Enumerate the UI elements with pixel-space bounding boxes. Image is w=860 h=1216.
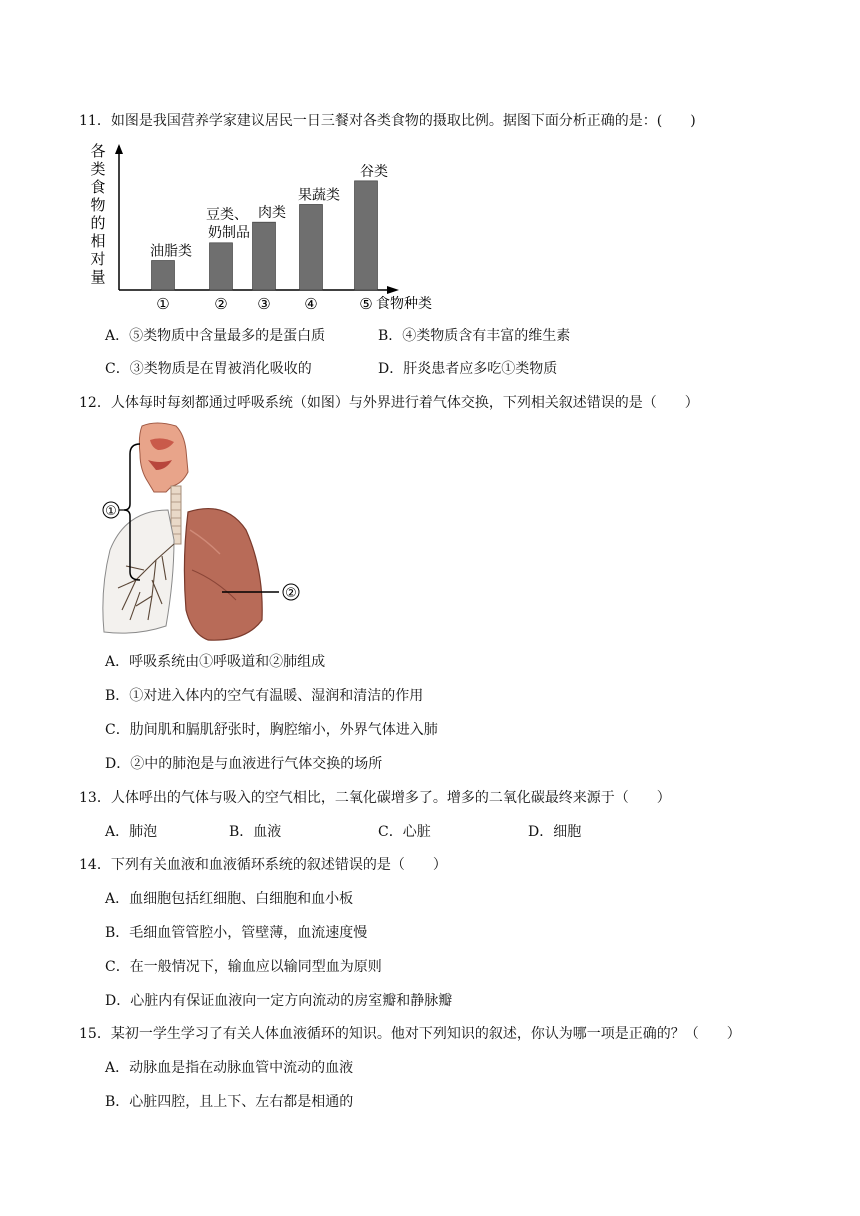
bar-name-2-line2: 奶制品 xyxy=(208,224,250,241)
question-12-option-b: B．①对进入体内的空气有温暖、湿润和清洁的作用 xyxy=(105,688,424,704)
y-axis-label-char: 各 xyxy=(90,142,106,160)
left-lung-outline xyxy=(103,510,174,633)
y-axis-label-char: 量 xyxy=(90,268,106,286)
question-11-option-c: C．③类物质是在胃被消化吸收的 xyxy=(105,361,312,377)
tick-label-3: ③ xyxy=(257,295,271,313)
question-15-stem: 15．某初一学生学习了有关人体血液循环的知识。他对下列知识的叙述，你认为哪一项是正确的？（ ） xyxy=(79,1026,741,1042)
x-axis-arrow xyxy=(387,286,399,294)
bar-name-2-line1: 豆类、 xyxy=(206,206,248,223)
bar-3 xyxy=(253,222,276,290)
y-axis-arrow xyxy=(115,144,123,154)
question-11-option-a: A．⑤类物质中含量最多的是蛋白质 xyxy=(105,328,326,344)
label-lung: ② xyxy=(285,586,297,601)
question-12-stem: 12．人体每时每刻都通过呼吸系统（如图）与外界进行着气体交换，下列相关叙述错误的是（ ） xyxy=(79,395,699,411)
question-14-stem: 14．下列有关血液和血液循环系统的叙述错误的是（ ） xyxy=(79,857,447,873)
question-13-option-b: B．血液 xyxy=(229,824,282,840)
question-13-option-a: A．肺泡 xyxy=(105,824,158,840)
bar-1 xyxy=(152,261,175,291)
question-14-option-d: D．心脏内有保证血液向一定方向流动的房室瓣和静脉瓣 xyxy=(105,993,453,1009)
bar-4 xyxy=(300,204,323,290)
question-14-option-a: A．血细胞包括红细胞、白细胞和血小板 xyxy=(105,891,354,907)
y-axis-label-char: 对 xyxy=(90,250,106,268)
head-nasal-cavity xyxy=(139,423,188,492)
question-11-stem: 11．如图是我国营养学家建议居民一日三餐对各类食物的摄取比例。据图下面分析正确的是：( ) xyxy=(79,113,696,129)
label-airway: ① xyxy=(105,504,117,519)
tick-label-2: ② xyxy=(214,295,228,313)
question-13-stem: 13．人体呼出的气体与吸入的空气相比，二氧化碳增多了。增多的二氧化碳最终来源于（ ） xyxy=(79,790,671,806)
food-intake-bar-chart xyxy=(85,140,455,320)
bar-name-3: 肉类 xyxy=(258,205,286,222)
question-15-option-a: A．动脉血是指在动脉血管中流动的血液 xyxy=(105,1060,354,1076)
y-axis-label-char: 的 xyxy=(90,214,106,232)
bar-name-5: 谷类 xyxy=(360,163,388,180)
question-12-option-d: D．②中的肺泡是与血液进行气体交换的场所 xyxy=(105,756,383,772)
bar-2 xyxy=(210,243,233,290)
tick-label-1: ① xyxy=(156,295,170,313)
tick-label-4: ④ xyxy=(304,295,318,313)
question-14-option-c: C．在一般情况下，输血应以输同型血为原则 xyxy=(105,959,382,975)
bar-5 xyxy=(355,181,378,290)
question-11-option-b: B．④类物质含有丰富的维生素 xyxy=(378,328,571,344)
x-axis-label: 食物种类 xyxy=(376,296,432,312)
right-lung xyxy=(184,509,262,641)
y-axis-label-char: 相 xyxy=(90,232,106,250)
y-axis-label-char: 类 xyxy=(90,160,106,178)
question-11-option-d: D．肝炎患者应多吃①类物质 xyxy=(378,361,558,377)
question-12-option-c: C．肋间肌和膈肌舒张时，胸腔缩小，外界气体进入肺 xyxy=(105,722,438,738)
bar-name-4: 果蔬类 xyxy=(298,187,340,204)
question-15-option-b: B．心脏四腔，且上下、左右都是相通的 xyxy=(105,1094,354,1110)
tick-label-5: ⑤ xyxy=(359,295,373,313)
bar-name-1: 油脂类 xyxy=(150,243,192,260)
question-13-option-c: C．心脏 xyxy=(378,824,431,840)
question-14-option-b: B．毛细血管管腔小，管壁薄，血流速度慢 xyxy=(105,925,368,941)
question-13-option-d: D．细胞 xyxy=(528,824,582,840)
respiratory-system-figure xyxy=(96,420,316,642)
y-axis-label-char: 食 xyxy=(90,178,106,196)
y-axis-label-char: 物 xyxy=(90,196,106,214)
question-12-option-a: A．呼吸系统由①呼吸道和②肺组成 xyxy=(105,654,326,670)
